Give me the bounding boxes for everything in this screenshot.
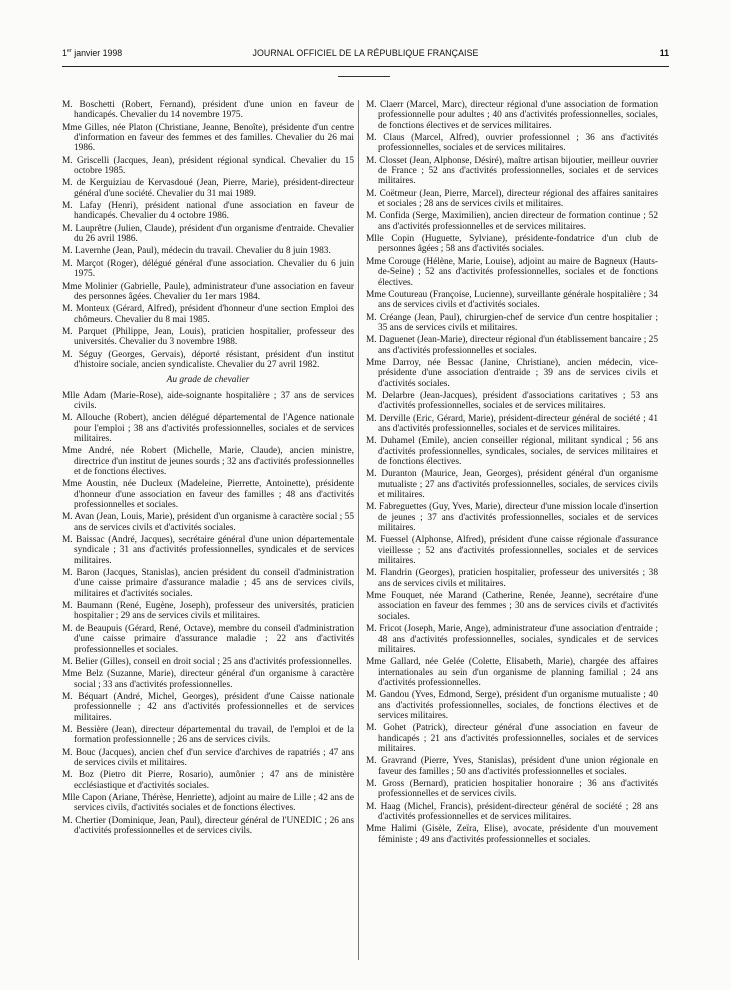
entry-paragraph: Mme André, née Robert (Michelle, Marie, Claude), ancien ministre, directrice d'un institut de jeunes sourds ; 32 ans d'activités professionnelles et de fonctions électives.: [62, 446, 354, 477]
entry-paragraph: M. Claus (Marcel, Alfred), ouvrier professionnel ; 36 ans d'activités professionnelles, sociales et de services militaires.: [366, 133, 658, 154]
entry-paragraph: M. Séguy (Georges, Gervais), déporté résistant, président d'un institut d'histoire sociale, ancien syndicaliste. Chevalier du 27 avril 1982.: [62, 349, 354, 370]
entry-paragraph: M. Flandrin (Georges), praticien hospitalier, professeur des universités ; 38 ans de services civils et militaires.: [366, 568, 658, 589]
entry-paragraph: M. Haag (Michel, Francis), président-directeur général de société ; 28 ans d'activités professionnelles et de services militaires.: [366, 801, 658, 822]
section-title: Au grade de chevalier: [166, 375, 250, 386]
entry-paragraph: M. Duranton (Maurice, Jean, Georges), président général d'un organisme mutualiste ; 27 ans d'activités professionnelles, sociales, de services civils et militaires.: [366, 469, 658, 501]
journal-title: JOURNAL OFFICIEL DE LA RÉPUBLIQUE FRANÇAISE: [252, 48, 479, 58]
entry-paragraph: M. Coëtmeur (Jean, Pierre, Marcel), directeur régional des affaires sanitaires et sociales ; 28 ans de services civils et militaires.: [366, 188, 658, 210]
entry-paragraph: M. Lavernhe (Jean, Paul), médecin du travail. Chevalier du 8 juin 1983.: [62, 246, 331, 257]
entry-paragraph: M. Closset (Jean, Alphonse, Désiré), maître artisan bijoutier, meilleur ouvrier de France ; 52 ans d'activités professionnelles, sociales et de services militaires.: [366, 155, 658, 187]
entry-paragraph: M. Béquart (André, Michel, Georges), président d'une Caisse nationale professionnelle ; 42 ans d'activités professionnelles et de services militaires.: [62, 691, 354, 723]
entry-paragraph: M. Baumann (René, Eugène, Joseph), professeur des universités, praticien hospitalier ; 29 ans de services civils et militaires.: [62, 601, 354, 622]
entry-paragraph: Mme Darroy, née Bessac (Janine, Christiane), ancien médecin, vice-présidente d'une association d'entraide ; 39 ans de services civils et d'activités sociales.: [366, 357, 658, 389]
entry-paragraph: Mme Gallard, née Gelée (Colette, Elisabeth, Marie), chargée des affaires internationales au sein d'un organisme de planning familial ; 24 ans d'activités professionnelles.: [366, 657, 658, 688]
entries-list-bottom: [62, 391, 354, 837]
entry-paragraph: M. Lauprêtre (Julien, Claude), président d'un organisme d'entraide. Chevalier du 26 avril 1986.: [62, 223, 354, 245]
header-center-rule: [338, 76, 390, 77]
entry-paragraph: Mme Molinier (Gabrielle, Paule), administrateur d'une association en faveur des personnes âgées. Chevalier du 1er mars 1984.: [62, 281, 354, 302]
entry-paragraph: Mme Belz (Suzanne, Marie), directeur général d'un organisme à caractère social ; 33 ans d'activités professionnelles.: [62, 669, 354, 690]
header-rule: [62, 66, 669, 67]
entries-list-top: [62, 100, 354, 370]
entry-paragraph: Mme Gilles, née Platon (Christiane, Jeanne, Benoîte), présidente d'un centre d'information en faveur des femmes et des familles. Chevalier du 26 mai 1986.: [62, 122, 354, 154]
entry-paragraph: Mme Corouge (Hélène, Marie, Louise), adjoint au maire de Bagneux (Hauts-de-Seine) ; 52 ans d'activités professionnelles, sociales et de fonctions électives.: [366, 256, 658, 288]
entry-paragraph: M. Boschetti (Robert, Fernand), président d'une union en faveur de handicapés. Chevalier du 14 novembre 1975.: [62, 100, 354, 121]
entry-paragraph: M. Confida (Serge, Maximilien), ancien directeur de formation continue ; 52 ans d'activités professionnelles et de services militaires.: [366, 211, 658, 232]
entry-paragraph: M. Chertier (Dominique, Jean, Paul), directeur général de l'UNEDIC ; 26 ans d'activités professionnelles et de services civils.: [62, 815, 354, 836]
entry-paragraph: M. Daguenet (Jean-Marie), directeur régional d'un établissement bancaire ; 25 ans d'activités professionnelles et sociales.: [366, 335, 659, 356]
entry-paragraph: M. Gross (Bernard), praticien hospitalier honoraire ; 36 ans d'activités professionnelles et de services civils.: [366, 778, 658, 800]
entry-paragraph: M. Claerr (Marcel, Marc), directeur régional d'une association de formation professionnelle pour adultes ; 40 ans d'activités professionnelles, sociales, de fonctions électives et de services militaires.: [366, 100, 658, 131]
entry-paragraph: M. Gandou (Yves, Edmond, Serge), président d'un organisme mutualiste ; 40 ans d'activités professionnelles, sociales, de fonctions électives et de services militaires.: [366, 690, 658, 721]
entry-paragraph: M. Griscelli (Jacques, Jean), président régional syndical. Chevalier du 15 octobre 1985.: [62, 155, 354, 177]
page-header: [62, 48, 669, 62]
entry-paragraph: Mme Coutureau (Françoise, Lucienne), surveillante générale hospitalière ; 34 ans de services civils et d'activités sociales.: [366, 289, 658, 311]
entry-paragraph: M. Duhamel (Emile), ancien conseiller régional, militant syndical ; 56 ans d'activités professionnelles, syndicales, sociales, de services militaires et de fonctions électives.: [366, 436, 658, 467]
entry-paragraph: M. Allouche (Robert), ancien délégué départemental de l'Agence nationale pour l'emploi ; 38 ans d'activités professionnelles, sociales et de services militaires.: [62, 413, 354, 444]
entry-paragraph: M. Belier (Gilles), conseil en droit social ; 25 ans d'activités professionnelles.: [62, 656, 352, 667]
entry-paragraph: M. Bessière (Jean), directeur départemental du travail, de l'emploi et de la formation professionnelle ; 26 ans de services civils.: [62, 724, 354, 746]
entry-paragraph: M. Baissac (André, Jacques), secrétaire général d'une union départementale syndicale ; 31 ans d'activités professionnelles, syndicales et de services militaires.: [62, 535, 354, 566]
entry-paragraph: Mme Halimi (Gisèle, Zeïra, Elise), avocate, présidente d'un mouvement féministe ; 49 ans d'activités professionnelles et sociales.: [366, 824, 658, 845]
entry-paragraph: M. Fabreguettes (Guy, Yves, Marie), directeur d'une mission locale d'insertion de jeunes ; 37 ans d'activités professionnelles, sociales et de services militaires.: [366, 502, 658, 534]
entry-paragraph: Mlle Adam (Marie-Rose), aide-soignante hospitalière ; 37 ans de services civils.: [62, 390, 354, 411]
entry-paragraph: M. Gohet (Patrick), directeur général d'une association en faveur de handicapés ; 21 ans d'activités professionnelles, sociales et de services militaires.: [366, 723, 658, 754]
entry-paragraph: Mlle Copin (Huguette, Sylviane), présidente-fondatrice d'un club de personnes âgées ; 58 ans d'activités sociales.: [366, 234, 658, 255]
entry-paragraph: M. Gravrand (Pierre, Yves, Stanislas), président d'une union régionale en faveur des familles ; 50 ans d'activités professionnelles et sociales.: [366, 756, 658, 777]
entry-paragraph: M. Baron (Jacques, Stanislas), ancien président du conseil d'administration d'une caisse primaire d'assurance maladie ; 45 ans de services civils, militaires et d'activités sociales.: [62, 568, 354, 599]
entry-paragraph: M. Marçot (Roger), délégué général d'une association. Chevalier du 6 juin 1975.: [62, 258, 354, 280]
right-column: [366, 100, 658, 847]
entry-paragraph: M. Delarbre (Jean-Jacques), président d'associations caritatives ; 53 ans d'activités professionnelles, sociales et de services militaires.: [366, 390, 658, 412]
entry-paragraph: M. de Kerguiziau de Kervasdoué (Jean, Pierre, Marie), président-directeur général d'une société. Chevalier du 31 mai 1989.: [62, 178, 354, 199]
entry-paragraph: Mme Fouquet, née Marand (Catherine, Renée, Jeanne), secrétaire d'une association en faveur des femmes ; 30 ans de services civils et d'activités sociales.: [366, 591, 658, 622]
header-date: 1er janvier 1998: [62, 48, 123, 58]
entry-paragraph: M. Avan (Jean, Louis, Marie), président d'un organisme à caractère social ; 55 ans de services civils et d'activités sociales.: [62, 512, 354, 533]
entries-list-right: [366, 100, 658, 845]
entry-paragraph: Mme Aoustin, née Ducleux (Madeleine, Pierrette, Antoinette), présidente d'honneur d'une association en faveur des familles ; 48 ans d'activités professionnelles et sociales.: [62, 479, 354, 511]
entry-paragraph: Mlle Capon (Ariane, Thérèse, Henriette), adjoint au maire de Lille ; 42 ans de services civils, d'activités sociales et de fonctions électives.: [62, 792, 354, 814]
entry-paragraph: M. Parquet (Philippe, Jean, Louis), praticien hospitalier, professeur des universités. Chevalier du 3 novembre 1988.: [62, 326, 354, 348]
entry-paragraph: M. Fricot (Joseph, Marie, Ange), administrateur d'une association d'entraide ; 48 ans d'activités professionnelles, sociales, syndicales et de services militaires.: [366, 624, 658, 655]
entry-paragraph: M. Boz (Pietro dit Pierre, Rosario), aumônier ; 47 ans de ministère ecclésiastique et d'activités sociales.: [62, 770, 354, 791]
entry-paragraph: M. de Beaupuis (Gérard, René, Octave), membre du conseil d'administration d'une caisse primaire d'assurance maladie ; 22 ans d'activités professionnelles et sociales.: [62, 623, 354, 655]
entry-paragraph: M. Fuessel (Alphonse, Alfred), président d'une caisse régionale d'assurance vieillesse ; 52 ans d'activités professionnelles, sociales et de services militaires.: [366, 535, 658, 567]
entry-paragraph: M. Lafay (Henri), président national d'une association en faveur de handicapés. Chevalier du 4 octobre 1986.: [62, 201, 354, 222]
entry-paragraph: M. Monteux (Gérard, Alfred), président d'honneur d'une section Emploi des chômeurs. Chevalier du 8 mai 1985.: [62, 304, 354, 325]
page-number: 11: [659, 48, 669, 58]
column-divider: [358, 100, 359, 960]
entry-paragraph: M. Bouc (Jacques), ancien chef d'un service d'archives de rapatriés ; 47 ans de services civils et militaires.: [62, 747, 354, 768]
entry-paragraph: M. Derville (Eric, Gérard, Marie), président-directeur général de société ; 41 ans d'activités professionnelles, sociales et de services militaires.: [366, 413, 658, 434]
left-column: [62, 100, 354, 838]
entry-paragraph: M. Créange (Jean, Paul), chirurgien-chef de service d'un centre hospitalier ; 35 ans de services civils et militaires.: [366, 312, 658, 333]
